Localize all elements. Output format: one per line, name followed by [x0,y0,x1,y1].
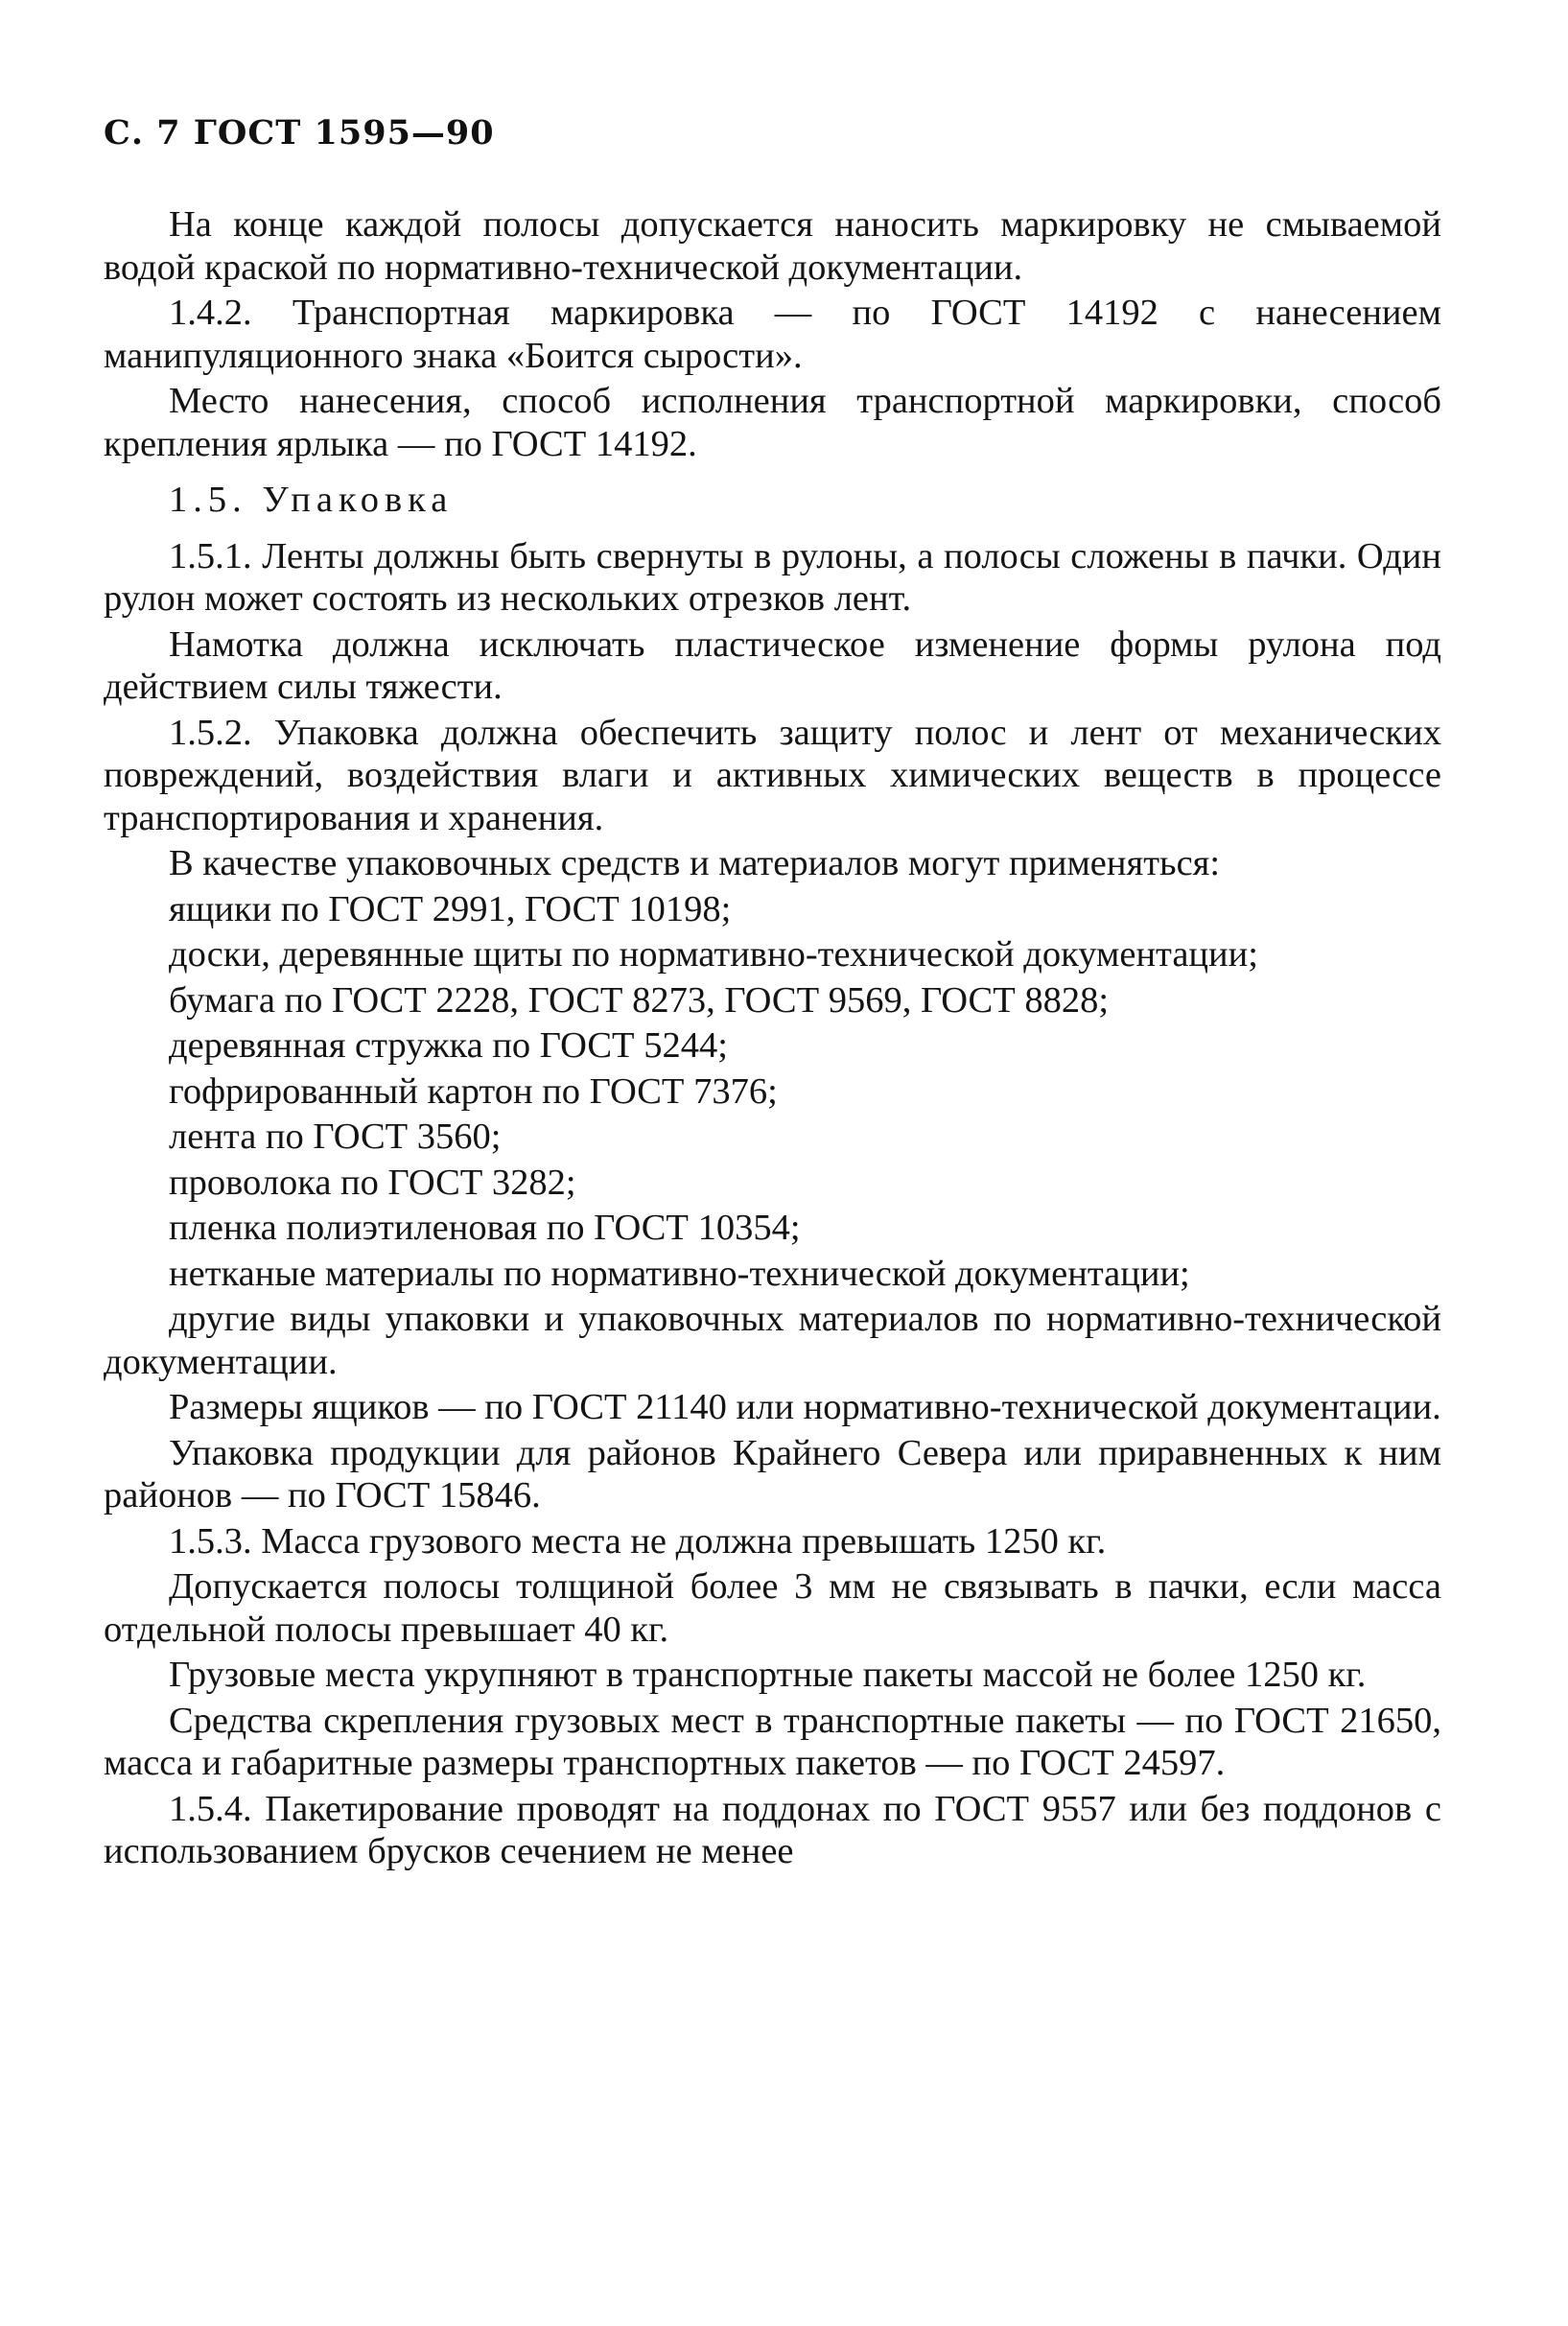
paragraph-fastening-means: Средства скрепления грузовых мест в транспортные пакеты — по ГОСТ 21650, масса и габаритные размеры транспортных пакетов — по ГОСТ 24597. [104,1700,1441,1783]
paragraph-1-4-2: 1.4.2. Транспортная маркировка — по ГОСТ 14192 с нанесением манипуляционного знака «Боится сырости». [104,293,1441,376]
paragraph-marking-strip-end: На конце каждой полосы допускается наносить маркировку не смываемой водой краской по нормативно-технической документации. [104,204,1441,288]
list-item: пленка полиэтиленовая по ГОСТ 10354; [169,1208,801,1248]
page-header: С. 7 ГОСТ 1595—90 [104,113,495,153]
paragraph-1-5-4: 1.5.4. Пакетирование проводят на поддонах по ГОСТ 9557 или без поддонов с использованием брусков сечением не менее [104,1788,1441,1871]
paragraph-1-5-1: 1.5.1. Ленты должны быть свернуты в рулоны, а полосы сложены в пачки. Один рулон может состоять из нескольких отрезков лент. [104,535,1441,619]
paragraph-box-sizes: Размеры ящиков — по ГОСТ 21140 или нормативно-технической документации. [169,1387,1441,1427]
list-item: бумага по ГОСТ 2228, ГОСТ 8273, ГОСТ 9569, ГОСТ 8828; [169,979,1110,1021]
list-item: гофрированный картон по ГОСТ 7376; [169,1070,778,1112]
paragraph-marking-place: Место нанесения, способ исполнения транспортной маркировки, способ крепления ярлыка — по ГОСТ 14192. [104,381,1441,464]
paragraph-transport-packages: Грузовые места укрупняют в транспортные пакеты массой не более 1250 кг. [169,1655,1367,1695]
paragraph-far-north: Упаковка продукции для районов Крайнего Севера или приравненных к ним районов — по ГОСТ 15846. [104,1432,1441,1515]
list-item: деревянная стружка по ГОСТ 5244; [169,1025,728,1066]
list-item: другие виды упаковки и упаковочных материалов по нормативно-технической документации. [104,1299,1441,1382]
list-item: доски, деревянные щиты по нормативно-технической документации; [169,934,1258,975]
paragraph-thick-strips: Допускается полосы толщиной более 3 мм не связывать в пачки, если масса отдельной полосы превышает 40 кг. [104,1566,1441,1650]
section-heading-1-5: 1.5. Упаковка [169,480,454,520]
paragraph-1-5-3: 1.5.3. Масса грузового места не должна превышать 1250 кг. [169,1520,1107,1562]
list-item: лента по ГОСТ 3560; [169,1116,502,1157]
paragraph-winding: Намотка должна исключать пластическое изменение формы рулона под действием силы тяжести. [104,623,1441,707]
list-item: нетканые материалы по нормативно-технической документации; [169,1253,1190,1294]
document-body [104,203,1441,1876]
list-item: проволока по ГОСТ 3282; [169,1162,576,1203]
list-item: ящики по ГОСТ 2991, ГОСТ 10198; [169,888,732,929]
paragraph-1-5-2: 1.5.2. Упаковка должна обеспечить защиту полос и лент от механических повреждений, воздействия влаги и активных химических веществ в процессе транспортирования и хранения. [104,712,1441,838]
paragraph-packing-means: В качестве упаковочных средств и материалов могут применяться: [169,843,1221,883]
